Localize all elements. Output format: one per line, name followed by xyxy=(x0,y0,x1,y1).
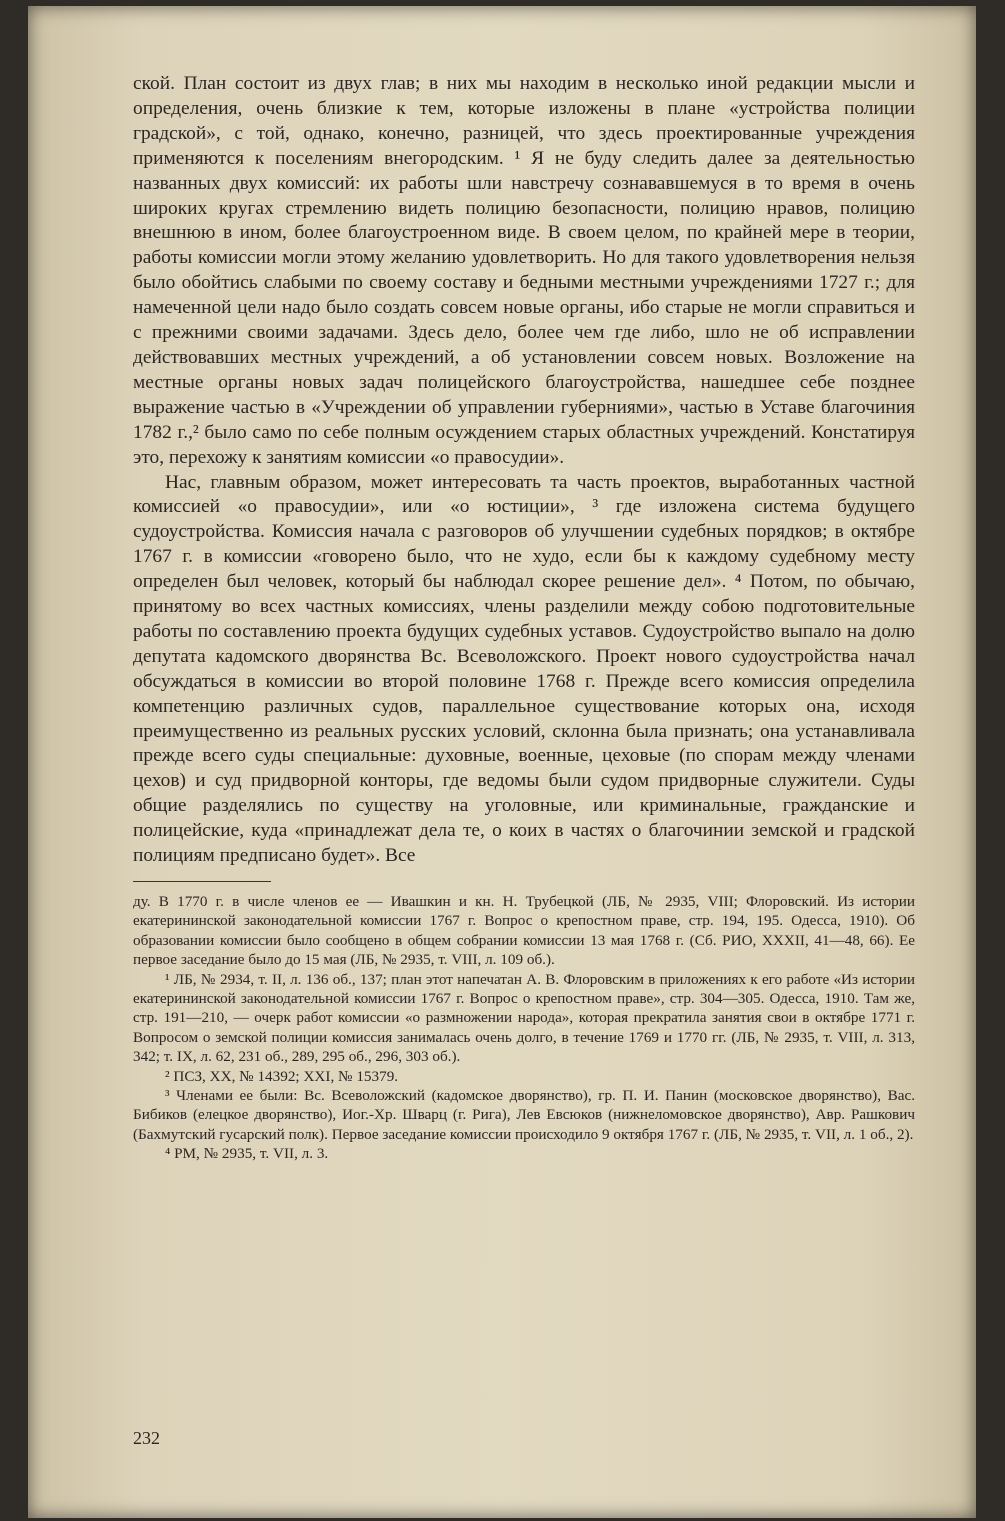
footnote-3: ³ Членами ее были: Вс. Всеволожский (кадомское дворянство), гр. П. И. Панин (московское дворянство), Вас. Бибиков (елецкое дворянство), Иог.-Хр. Шварц (г. Рига), Лев Евсюков (нижнеломовское дворянство), Авр. Рашкович (Бахмутский гусарский полк). Первое заседание комиссии происходило 9 октября 1767 г. (ЛБ, № 2935, т. VII, л. 1 об., 2). xyxy=(133,1087,915,1143)
footnote-1: ¹ ЛБ, № 2934, т. II, л. 136 об., 137; план этот напечатан А. В. Флоровским в приложениях к его работе «Из истории екатерининской законодательной комиссии 1767 г. Вопрос о крепостном праве», стр. 304—305. Одесса, 1910. Там же, стр. 191—210, — очерк работ комиссии «о размножении народа», которая прекратила занятия свои в октябре 1771 г. Вопросом о земской полиции комиссия занималась очень долго, в течение 1769 и 1770 гг. (ЛБ, № 2935, т. VIII, л. 313, 342; т. IX, л. 62, 231 об., 289, 295 об., 296, 303 об.). xyxy=(133,970,915,1066)
paragraph-1: ской. План состоит из двух глав; в них мы находим в несколько иной редакции мысли и определения, очень близкие к тем, которые изложены в плане «устройства полиции градской», с той, однако, конечно, разницей, что здесь проектированные учреждения применяются к поселениям внегородским. ¹ Я не буду следить далее за деятельностью названных двух комиссий: их работы шли навстречу сознававшемуся в то время в очень широких кругах стремлению видеть полицию безопасности, полицию нравов, полицию внешнюю в ином, более благоустроенном виде. В своем целом, по крайней мере в теории, работы комиссии могли этому желанию удовлетворить. Но для такого удовлетворения нельзя было обойтись слабыми по своему составу и бедными местными учреждениями 1727 г.; для намеченной цели надо было создать совсем новые органы, ибо старые не могли справиться и с прежними своими задачами. Здесь дело, более чем где либо, шло не об исправлении действовавших местных учреждений, а об установлении совсем новых. Возложение на местные органы новых задач полицейского благоустройства, нашедшее себе позднее выражение частью в «Учреждении об управлении губерниями», частью в Уставе благочиния 1782 г.,² было само по себе полным осуждением старых областных учреждений. Констатируя это, перехожу к занятиям комиссии «о правосудии». xyxy=(133,73,915,468)
footnotes xyxy=(133,892,915,1164)
text-column xyxy=(133,72,915,1164)
paragraph-2: Нас, главным образом, может интересовать та часть проектов, выработанных частной комиссией «о правосудии», или «о юстиции», ³ где изложена система будущего судоустройства. Комиссия начала с разговоров об улучшении судебных порядков; в октябре 1767 г. в комиссии «говорено было, что не худо, если бы к каждому судебному месту определен был человек, который бы наблюдал скорее решение дел». ⁴ Потом, по обычаю, принятому во всех частных комиссиях, члены разделили между собою подготовительные работы по составлению проекта будущих судебных уставов. Судоустройство выпало на долю депутата кадомского дворянства Вс. Всеволожского. Проект нового судоустройства начал обсуждаться в комиссии во второй половине 1768 г. Прежде всего комиссия определила компетенцию различных судов, параллельное существование которых она, исходя преимущественно из реальных русских условий, склонна была признать; она устанавливала прежде всего суды специальные: духовные, военные, цеховые (по спорам между членами цехов) и суд придворной конторы, где ведомы были судом придворные служители. Суды общие разделялись по существу на уголовные, или криминальные, гражданские и полицейские, куда «принадлежат дела те, о коих в частях о благочинии земской и градской полициям предписано будет». Все xyxy=(133,471,915,867)
footnote-divider xyxy=(133,881,271,882)
footnote-2: ² ПСЗ, XX, № 14392; XXI, № 15379. xyxy=(165,1067,399,1085)
footnote-continued: ду. В 1770 г. в числе членов ее — Ивашкин и кн. Н. Трубецкой (ЛБ, № 2935, VIII; Флоровский. Из истории екатерининской законодательной комиссии 1767 г. Вопрос о крепостном праве, стр. 194, 195. Одесса, 1910). Об образовании комиссии было сообщено в общем собрании комиссии 13 мая 1768 г. (Сб. РИО, XXXII, 41—48, 66). Ее первое заседание было до 15 мая (ЛБ, № 2935, т. VIII, л. 109 об.). xyxy=(133,893,915,969)
book-page xyxy=(28,6,976,1518)
page-number: 232 xyxy=(133,1428,160,1448)
main-text xyxy=(133,72,915,869)
footnote-4: ⁴ РМ, № 2935, т. VII, л. 3. xyxy=(165,1145,329,1163)
